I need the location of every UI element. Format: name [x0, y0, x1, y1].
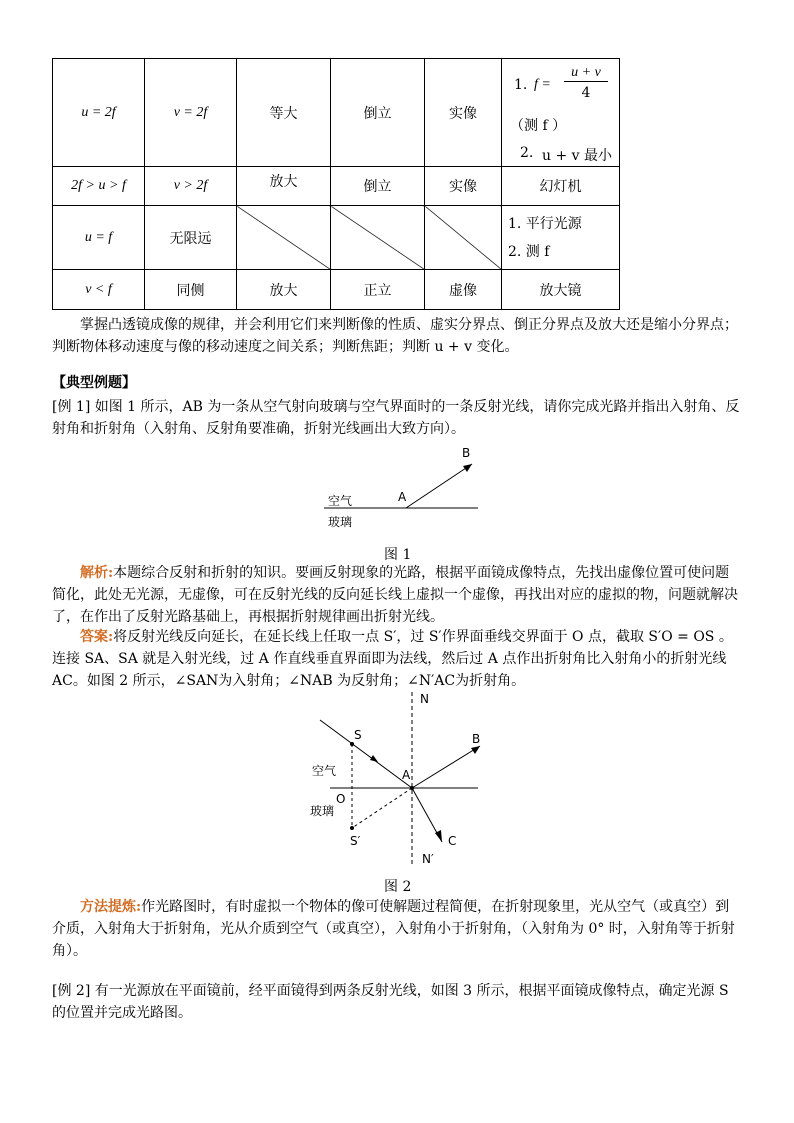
- table-cell: 放大: [237, 270, 331, 310]
- formula-lhs: f =: [534, 76, 551, 92]
- table-cell: 无限远: [145, 206, 237, 270]
- table-cell: 放大: [237, 167, 331, 206]
- arrow-head-icon: [463, 464, 472, 472]
- figure-2-caption: 图 2: [384, 879, 412, 895]
- table-cell: 等大: [237, 59, 331, 167]
- fig2-S-prime-label: S′: [350, 834, 361, 848]
- analysis-label: 解析:: [80, 565, 114, 581]
- table-row: [53, 270, 620, 310]
- fig2-B-label: B: [472, 732, 481, 746]
- extension-line-AS: [352, 788, 412, 828]
- focal-note-cell: [502, 59, 620, 167]
- fig2-N-prime-label: N′: [422, 852, 434, 866]
- formula-numerator: u + v: [564, 65, 608, 82]
- table-cell: u = f: [53, 206, 145, 270]
- table-row: [53, 206, 620, 270]
- table-row: [53, 167, 620, 206]
- method-paragraph: [52, 896, 742, 962]
- answer-paragraph: [52, 626, 742, 692]
- point-S-prime-dot: [350, 826, 354, 830]
- diagonal-empty-cell: [425, 206, 502, 270]
- table-cell: 幻灯机: [502, 167, 620, 206]
- answer-label: 答案:: [80, 629, 114, 645]
- fig2-glass-label: 玻璃: [310, 804, 335, 818]
- table-cell: 放大镜: [502, 270, 620, 310]
- table-cell: 正立: [331, 270, 425, 310]
- note-line: 2. 测 f: [508, 243, 550, 260]
- table-cell: v = 2f: [145, 59, 237, 167]
- table-cell: 实像: [425, 59, 502, 167]
- summary-paragraph: 掌握凸透镜成像的规律，并会利用它们来判断像的性质、虚实分界点、倒正分界点及放大还是缩小分界点；判断物体移动速度与像的移动速度之间关系；判断焦距；判断 u + v 变化。: [52, 317, 738, 355]
- arrow-head-icon: [370, 755, 378, 762]
- note-number: 1.: [514, 76, 528, 93]
- reflected-ray-AB: [412, 746, 480, 788]
- analysis-paragraph: [52, 562, 742, 628]
- table-cell: v > 2f: [145, 167, 237, 206]
- reflected-ray-AB: [406, 464, 472, 508]
- note-number: 2.: [520, 144, 534, 161]
- formula-denominator: 4: [581, 84, 591, 101]
- fig2-C-label: C: [448, 834, 457, 848]
- measure-f-text: （测 f ）: [510, 117, 567, 134]
- analysis-text: 本题综合反射和折射的知识。要画反射现象的光路，根据平面镜成像特点，先找出虚像位置可使问题简化，此处无光源，无虚像，可在反射光线的反向延长线上虚拟一个虚像，再找出对应的虚拟的物，问题就解决了，在作出了反射光路基础上，再根据折射规律画出折射光线。: [52, 565, 738, 625]
- figure-1-caption: 图 1: [384, 547, 412, 563]
- table-cell: 实像: [425, 167, 502, 206]
- point-S-dot: [350, 742, 354, 746]
- example-2-question: [例 2] 有一光源放在平面镜前，经平面镜得到两条反射光线，如图 3 所示，根据平面镜成像特点，确定光源 S 的位置并完成光路图。: [52, 983, 729, 1021]
- table-cell: v < f: [53, 270, 145, 310]
- note-line: 1. 平行光源: [508, 215, 582, 232]
- table-cell: 虚像: [425, 270, 502, 310]
- fig1-point-A: A: [398, 490, 407, 504]
- fig2-N-label: N: [420, 692, 429, 706]
- point-A-dot: [410, 786, 414, 790]
- diagonal-empty-cell: [331, 206, 425, 270]
- fig2-A-label: A: [402, 768, 411, 782]
- table-cell: 倒立: [331, 59, 425, 167]
- lens-imaging-table: [52, 58, 620, 310]
- example-1-question: [例 1] 如图 1 所示，AB 为一条从空气射向玻璃与空气界面时的一条反射光线，请你完成光路并指出入射角、反射角和折射角（入射角、反射角要准确，折射光线画出大致方向）。: [52, 399, 740, 437]
- arrow-head-icon: [471, 746, 480, 754]
- min-sum-text: u + v 最小: [542, 147, 613, 164]
- fig1-glass-label: 玻璃: [328, 515, 353, 529]
- fig2-O-label: O: [336, 792, 346, 806]
- answer-text: 将反射光线反向延长，在延长线上任取一点 S′，过 S′作界面垂线交界面于 O 点，截取 S′O = OS 。连接 SA、SA 就是入射光线，过 A 作直线垂直界面即为法线，然后过 A 点作出折射角比入射角小的折射光线 AC。如图 2 所示，∠SAN为入射角；∠NAB 为反射角；∠N′AC为折射角。: [52, 629, 733, 689]
- parallel-light-note-cell: [502, 206, 620, 270]
- method-text: 作光路图时，有时虚拟一个物体的像可使解题过程简便，在折射现象里，光从空气（或真空）到介质，入射角大于折射角，光从介质到空气（或真空），入射角小于折射角，（入射角为 0° 时，入射角等于折射角）。: [52, 899, 735, 959]
- table-cell: 同侧: [145, 270, 237, 310]
- fig1-point-B: B: [462, 446, 471, 460]
- table-cell: 2f > u > f: [53, 167, 145, 206]
- diagonal-empty-cell: [237, 206, 331, 270]
- method-label: 方法提炼:: [80, 899, 142, 915]
- fig1-air-label: 空气: [328, 494, 353, 508]
- table-row: [53, 59, 620, 167]
- fig2-air-label: 空气: [312, 764, 337, 778]
- figure-2: [300, 690, 500, 870]
- table-cell: u = 2f: [53, 59, 145, 167]
- section-title: 【典型例题】: [52, 375, 136, 391]
- fig2-S-label: S: [354, 728, 362, 742]
- table-cell: 倒立: [331, 167, 425, 206]
